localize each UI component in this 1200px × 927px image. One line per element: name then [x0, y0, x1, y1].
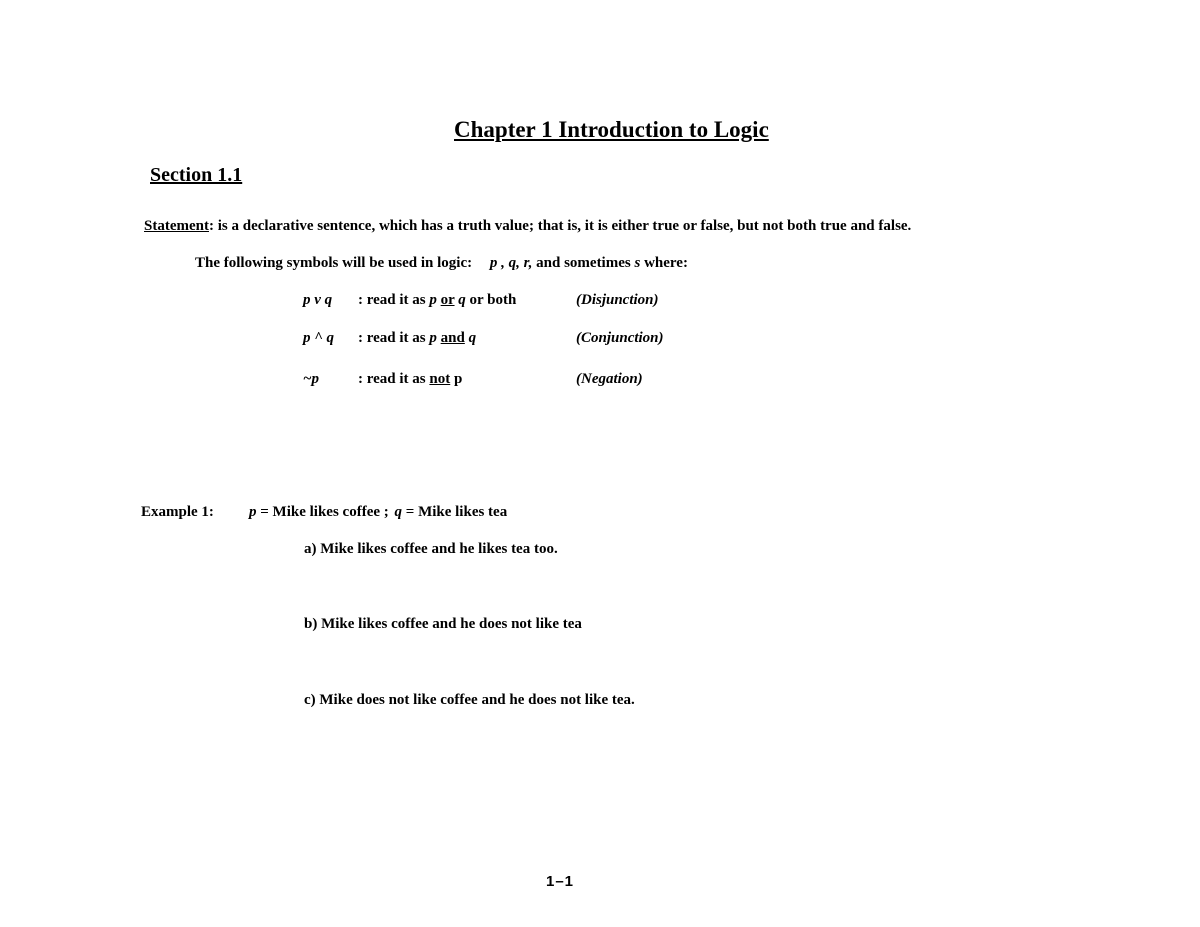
rule-operator-word: not: [429, 371, 451, 387]
rule-negation-reading: [358, 371, 462, 388]
rule-disjunction-symbol: p v q: [303, 292, 333, 308]
example-label: Example 1:: [141, 504, 214, 520]
example-item-c: c) Mike does not like coffee and he does not like tea.: [304, 692, 635, 708]
rule-negation-symbol: ~p: [303, 371, 320, 387]
section-heading: Section 1.1: [150, 164, 243, 186]
rule-prefix: : read it as: [358, 371, 426, 387]
example-p-def: = Mike likes coffee ;: [256, 504, 389, 520]
statement-definition: [144, 218, 911, 235]
rule-suffix: or both: [469, 292, 517, 308]
rule-disjunction-reading: [358, 292, 516, 309]
example-q-def: = Mike likes tea: [402, 504, 508, 520]
statement-text: is a declarative sentence, which has a truth value; that is, it is either true or false, but not both true and false.: [213, 218, 912, 234]
statement-colon: :: [208, 218, 214, 234]
symbols-intro-text: The following symbols will be used in logic:: [195, 255, 473, 271]
rule-conjunction-name: (Conjunction): [576, 330, 664, 346]
symbols-vars: p , q, r,: [489, 255, 533, 271]
symbols-and-sometimes: and sometimes: [536, 255, 631, 271]
rule-conjunction-symbol: p ^ q: [303, 330, 335, 346]
page-title: Chapter 1 Introduction to Logic: [454, 117, 769, 142]
example-var-p: p: [249, 504, 257, 520]
rule-var-b: q: [458, 292, 466, 308]
rule-var-a: p: [429, 292, 437, 308]
rule-disjunction-name: (Disjunction): [576, 292, 659, 308]
rule-var-b: q: [468, 330, 477, 346]
symbols-intro: [195, 255, 688, 272]
page-number: 1–1: [546, 873, 575, 890]
rule-conjunction-reading: [358, 330, 476, 347]
rule-operator-word: or: [440, 292, 455, 308]
rule-var-b: p: [453, 371, 463, 387]
statement-term: Statement: [144, 218, 209, 234]
rule-var-a: p: [429, 330, 437, 346]
example-item-b: b) Mike likes coffee and he does not like tea: [304, 616, 582, 632]
symbols-s: s: [634, 255, 641, 271]
example-item-a: a) Mike likes coffee and he likes tea too.: [304, 541, 558, 557]
symbols-where: where:: [644, 255, 688, 271]
rule-negation-name: (Negation): [576, 371, 643, 387]
rule-operator-word: and: [440, 330, 465, 346]
example-var-q: q: [394, 504, 403, 520]
rule-prefix: : read it as: [358, 330, 426, 346]
rule-prefix: : read it as: [358, 292, 426, 308]
example-definitions: [249, 504, 507, 521]
